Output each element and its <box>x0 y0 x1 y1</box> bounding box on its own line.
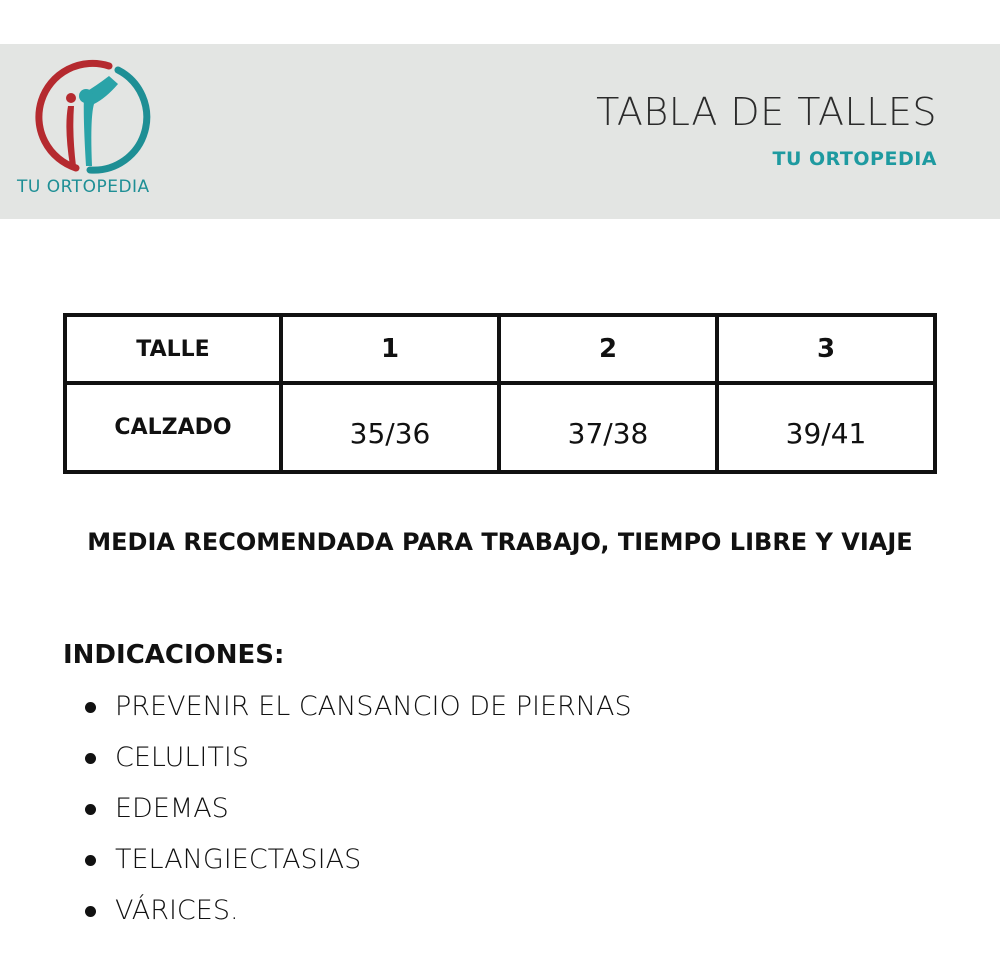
list-item-text: TELANGIECTASIAS <box>115 844 362 875</box>
table-row-talle <box>65 315 935 383</box>
calzado-cell: 39/41 <box>717 383 935 472</box>
table-row-calzado <box>65 383 935 472</box>
indications-list <box>83 686 632 941</box>
size-cell: 1 <box>281 315 499 383</box>
bullet-icon <box>85 753 96 764</box>
bullet-icon <box>85 702 96 713</box>
list-item <box>83 737 632 788</box>
bullet-icon <box>85 804 96 815</box>
size-cell: 3 <box>717 315 935 383</box>
list-item-text: EDEMAS <box>115 793 229 824</box>
bullet-icon <box>85 906 96 917</box>
page-title: TABLA DE TALLES <box>596 90 937 134</box>
calzado-cell: 35/36 <box>281 383 499 472</box>
list-item <box>83 788 632 839</box>
list-item <box>83 839 632 890</box>
calzado-cell: 37/38 <box>499 383 717 472</box>
logo-wordmark: TU ORTOPEDIA <box>17 177 150 197</box>
row-label-talle: TALLE <box>65 315 281 383</box>
indications-heading: INDICACIONES: <box>63 640 285 670</box>
size-cell: 2 <box>499 315 717 383</box>
list-item-text: CELULITIS <box>115 742 249 773</box>
list-item-text: PREVENIR EL CANSANCIO DE PIERNAS <box>115 691 632 722</box>
list-item <box>83 686 632 737</box>
row-label-calzado: CALZADO <box>65 383 281 472</box>
size-table <box>63 313 937 474</box>
list-item-text: VÁRICES. <box>115 895 239 926</box>
brand-subtitle: TU ORTOPEDIA <box>772 148 937 170</box>
list-item <box>83 890 632 941</box>
bullet-icon <box>85 855 96 866</box>
header-banner <box>0 44 1000 219</box>
recommendation-text: MEDIA RECOMENDADA PARA TRABAJO, TIEMPO LIBRE Y VIAJE <box>87 528 913 556</box>
